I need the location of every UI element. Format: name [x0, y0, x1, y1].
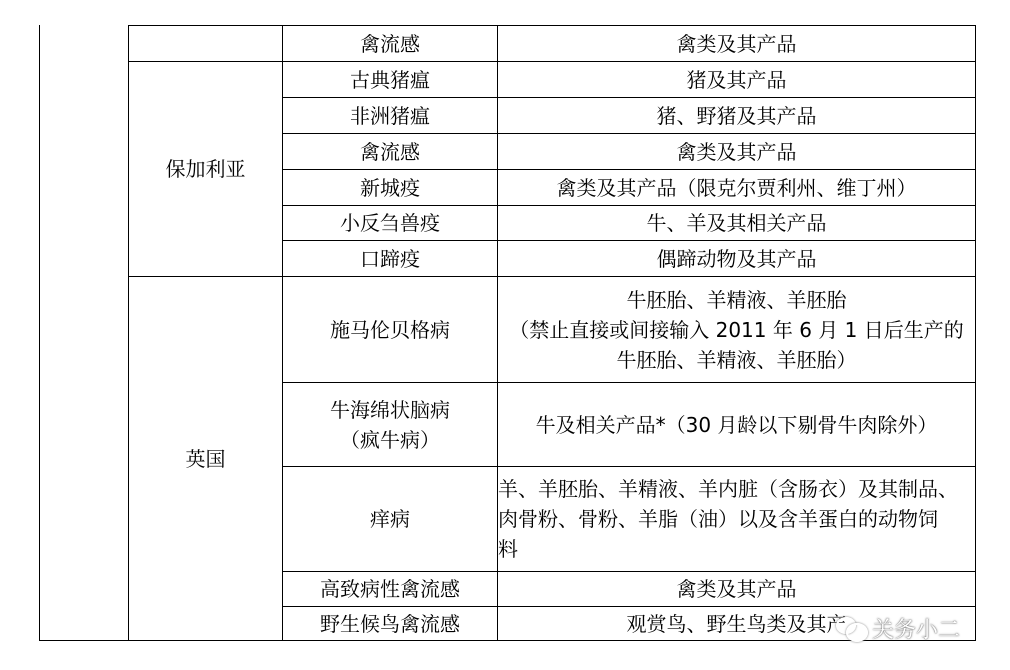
product-line: 牛胚胎、羊精液、羊胚胎	[626, 287, 847, 312]
disease-line: （疯牛病）	[340, 427, 440, 452]
disease-cell	[283, 383, 497, 466]
product-cell: 禽类及其产品	[676, 31, 797, 56]
disease-cell: 痒病	[370, 507, 410, 531]
product-cell: 猪、野猪及其产品	[656, 103, 817, 128]
product-line: 羊、羊胚胎、羊精液、羊内脏（含肠衣）及其制品、	[498, 477, 958, 501]
watermark	[836, 608, 960, 648]
disease-cell: 施马伦贝格病	[330, 317, 450, 342]
product-cell: 观赏鸟、野生鸟类及其产	[626, 611, 847, 636]
product-cell: 禽类及其产品	[676, 577, 797, 601]
disease-cell: 口蹄疫	[360, 246, 420, 271]
disease-cell: 非洲猪瘟	[350, 103, 430, 128]
disease-cell: 野生候鸟禽流感	[320, 611, 460, 636]
product-cell	[498, 467, 975, 571]
product-line: 牛胚胎、羊精液、羊胚胎）	[616, 347, 857, 372]
disease-line: 牛海绵状脑病	[330, 397, 450, 422]
product-cell	[498, 277, 975, 382]
product-cell: 猪及其产品	[686, 67, 787, 92]
disease-cell: 禽流感	[360, 31, 420, 56]
product-cell: 牛及相关产品*（30 月龄以下剔骨牛肉除外）	[535, 412, 938, 437]
disease-cell: 禽流感	[360, 139, 420, 164]
disease-cell: 高致病性禽流感	[320, 577, 460, 601]
product-cell: 禽类及其产品（限克尔贾利州、维丁州）	[556, 175, 917, 200]
wechat-icon	[836, 615, 866, 641]
product-cell: 牛、羊及其相关产品	[646, 211, 827, 235]
product-line: 肉骨粉、骨粉、羊脂（油）以及含羊蛋白的动物饲	[498, 507, 938, 531]
country-cell-uk: 英国	[185, 446, 226, 471]
product-line: （禁止直接或间接输入 2011 年 6 月 1 日后生产的	[509, 317, 964, 342]
country-cell-empty	[129, 26, 282, 61]
product-cell: 禽类及其产品	[676, 139, 797, 164]
disease-cell: 小反刍兽疫	[340, 211, 440, 235]
product-line: 料	[498, 537, 518, 561]
disease-cell: 新城疫	[360, 175, 420, 200]
country-cell-bulgaria: 保加利亚	[165, 157, 246, 181]
disease-cell: 古典猪瘟	[350, 67, 430, 92]
product-cell: 偶蹄动物及其产品	[656, 246, 817, 271]
watermark-text: 关务小二	[872, 617, 961, 643]
